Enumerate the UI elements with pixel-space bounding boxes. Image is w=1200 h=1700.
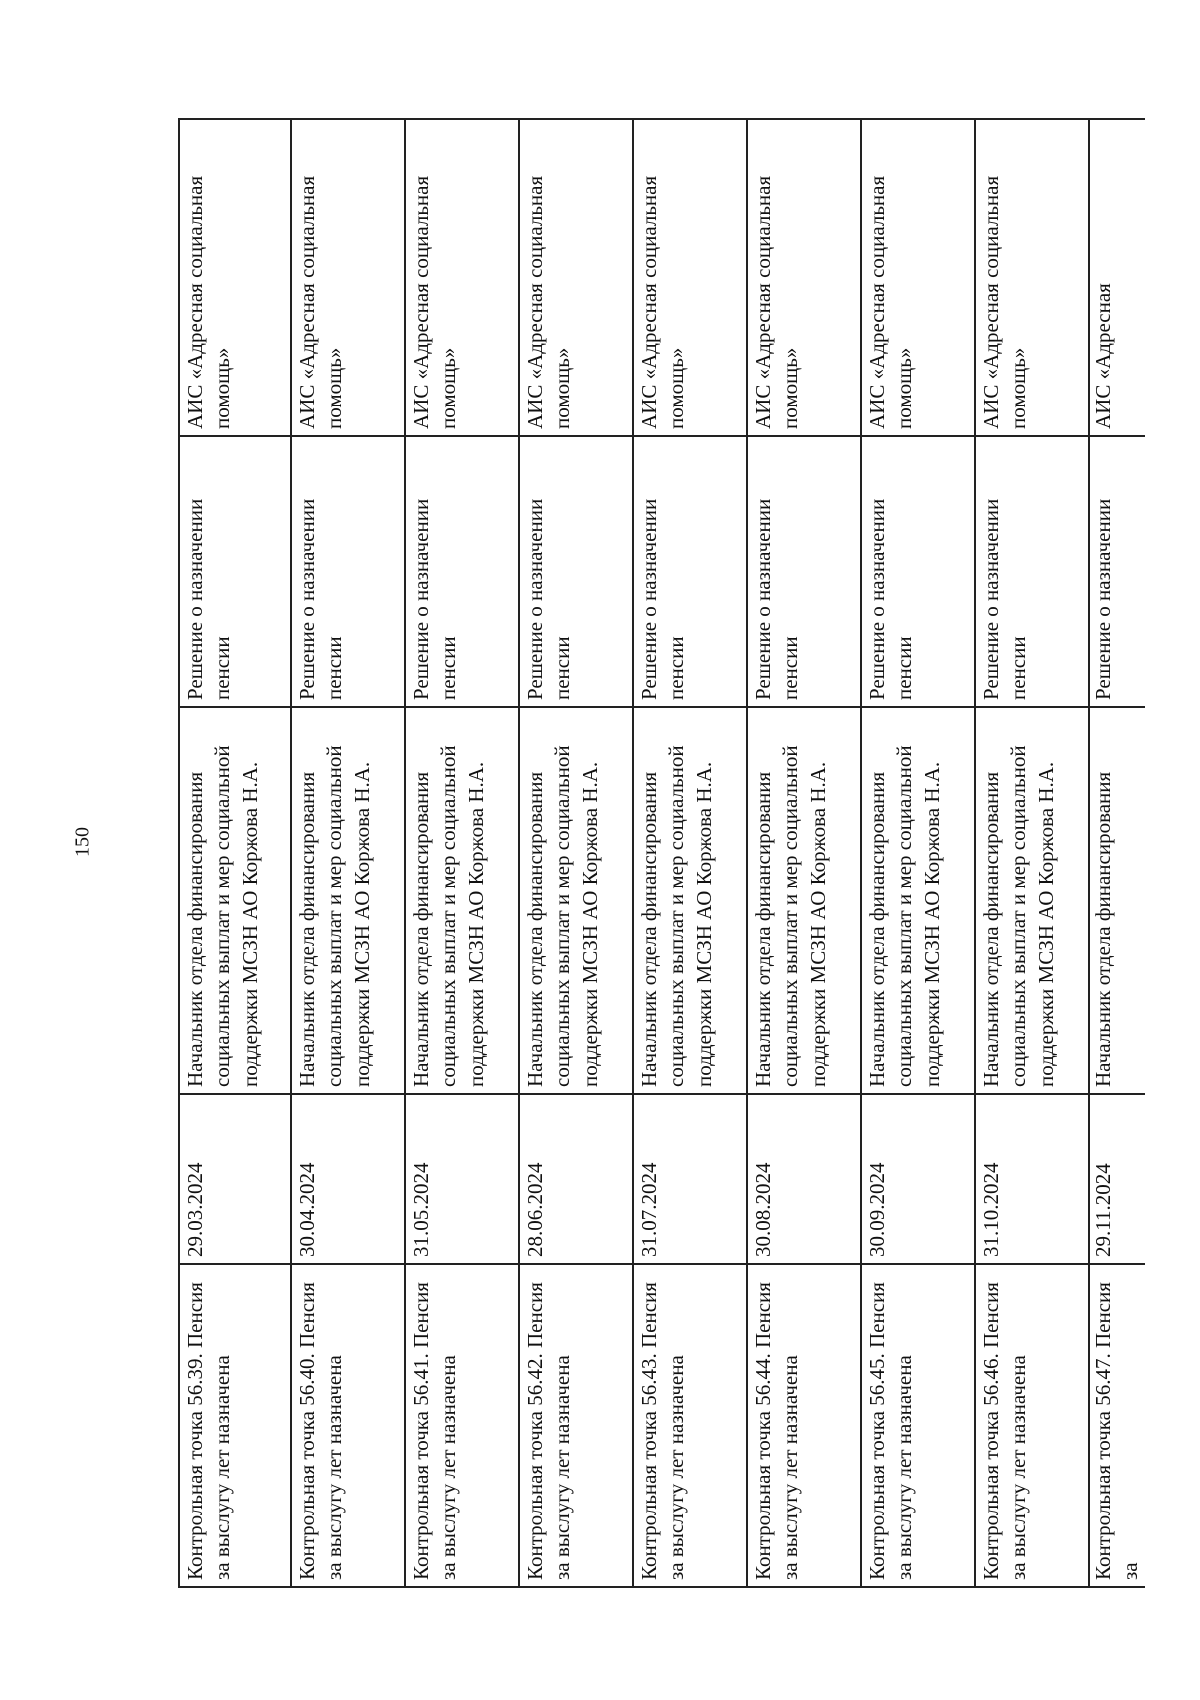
- date-cell: 29.03.2024: [179, 1094, 291, 1264]
- date-cell: 30.09.2024: [861, 1094, 975, 1264]
- system-cell: АИС «Адресная социальная помощь»: [861, 119, 975, 436]
- date-cell: 30.04.2024: [291, 1094, 405, 1264]
- responsible-cell: Начальник отдела финансирования социальных выплат и мер социальной поддержки МСЗН АО Коржова Н.А.: [747, 707, 861, 1094]
- system-cell: АИС «Адресная социальная помощь»: [405, 119, 519, 436]
- document-cell: Решение о назначении пенсии: [633, 436, 747, 707]
- responsible-cell: Начальник отдела финансирования: [1089, 707, 1145, 1094]
- responsible-cell: Начальник отдела финансирования социальных выплат и мер социальной поддержки МСЗН АО Коржова Н.А.: [291, 707, 405, 1094]
- system-cell: АИС «Адресная социальная помощь»: [975, 119, 1089, 436]
- responsible-cell: Начальник отдела финансирования социальных выплат и мер социальной поддержки МСЗН АО Коржова Н.А.: [179, 707, 291, 1094]
- checkpoint-cell: Контрольная точка 56.47. Пенсия за: [1089, 1264, 1145, 1587]
- checkpoint-cell: Контрольная точка 56.45. Пенсия за выслугу лет назначена: [861, 1264, 975, 1587]
- table-row: [1089, 119, 1145, 1587]
- checkpoint-cell: Контрольная точка 56.44. Пенсия за выслугу лет назначена: [747, 1264, 861, 1587]
- rotated-page-content: [178, 120, 1143, 1588]
- date-cell: 31.10.2024: [975, 1094, 1089, 1264]
- responsible-cell: Начальник отдела финансирования социальных выплат и мер социальной поддержки МСЗН АО Коржова Н.А.: [633, 707, 747, 1094]
- responsible-cell: Начальник отдела финансирования социальных выплат и мер социальной поддержки МСЗН АО Коржова Н.А.: [519, 707, 633, 1094]
- document-cell: Решение о назначении пенсии: [975, 436, 1089, 707]
- table-row: [861, 119, 975, 1587]
- date-cell: 31.05.2024: [405, 1094, 519, 1264]
- table-row: [405, 119, 519, 1587]
- table-row: [747, 119, 861, 1587]
- checkpoint-cell: Контрольная точка 56.39. Пенсия за выслугу лет назначена: [179, 1264, 291, 1587]
- date-cell: 31.07.2024: [633, 1094, 747, 1264]
- system-cell: АИС «Адресная социальная помощь»: [179, 119, 291, 436]
- table-row: [179, 119, 291, 1587]
- system-cell: АИС «Адресная: [1089, 119, 1145, 436]
- document-cell: Решение о назначении пенсии: [179, 436, 291, 707]
- responsible-cell: Начальник отдела финансирования социальных выплат и мер социальной поддержки МСЗН АО Коржова Н.А.: [861, 707, 975, 1094]
- document-cell: Решение о назначении: [1089, 436, 1145, 707]
- system-cell: АИС «Адресная социальная помощь»: [633, 119, 747, 436]
- checkpoint-table: [178, 118, 1145, 1588]
- checkpoint-cell: Контрольная точка 56.40. Пенсия за выслугу лет назначена: [291, 1264, 405, 1587]
- checkpoint-cell: Контрольная точка 56.46. Пенсия за выслугу лет назначена: [975, 1264, 1089, 1587]
- date-cell: 30.08.2024: [747, 1094, 861, 1264]
- date-cell: 28.06.2024: [519, 1094, 633, 1264]
- document-cell: Решение о назначении пенсии: [519, 436, 633, 707]
- document-cell: Решение о назначении пенсии: [747, 436, 861, 707]
- responsible-cell: Начальник отдела финансирования социальных выплат и мер социальной поддержки МСЗН АО Коржова Н.А.: [975, 707, 1089, 1094]
- page-number: 150: [71, 827, 94, 857]
- document-cell: Решение о назначении пенсии: [405, 436, 519, 707]
- table-row: [633, 119, 747, 1587]
- checkpoint-cell: Контрольная точка 56.41. Пенсия за выслугу лет назначена: [405, 1264, 519, 1587]
- checkpoint-cell: Контрольная точка 56.42. Пенсия за выслугу лет назначена: [519, 1264, 633, 1587]
- responsible-cell: Начальник отдела финансирования социальных выплат и мер социальной поддержки МСЗН АО Коржова Н.А.: [405, 707, 519, 1094]
- system-cell: АИС «Адресная социальная помощь»: [519, 119, 633, 436]
- table-row: [291, 119, 405, 1587]
- date-cell: 29.11.2024: [1089, 1094, 1145, 1264]
- document-cell: Решение о назначении пенсии: [861, 436, 975, 707]
- system-cell: АИС «Адресная социальная помощь»: [291, 119, 405, 436]
- checkpoint-cell: Контрольная точка 56.43. Пенсия за выслугу лет назначена: [633, 1264, 747, 1587]
- table-row: [519, 119, 633, 1587]
- document-cell: Решение о назначении пенсии: [291, 436, 405, 707]
- table-row: [975, 119, 1089, 1587]
- system-cell: АИС «Адресная социальная помощь»: [747, 119, 861, 436]
